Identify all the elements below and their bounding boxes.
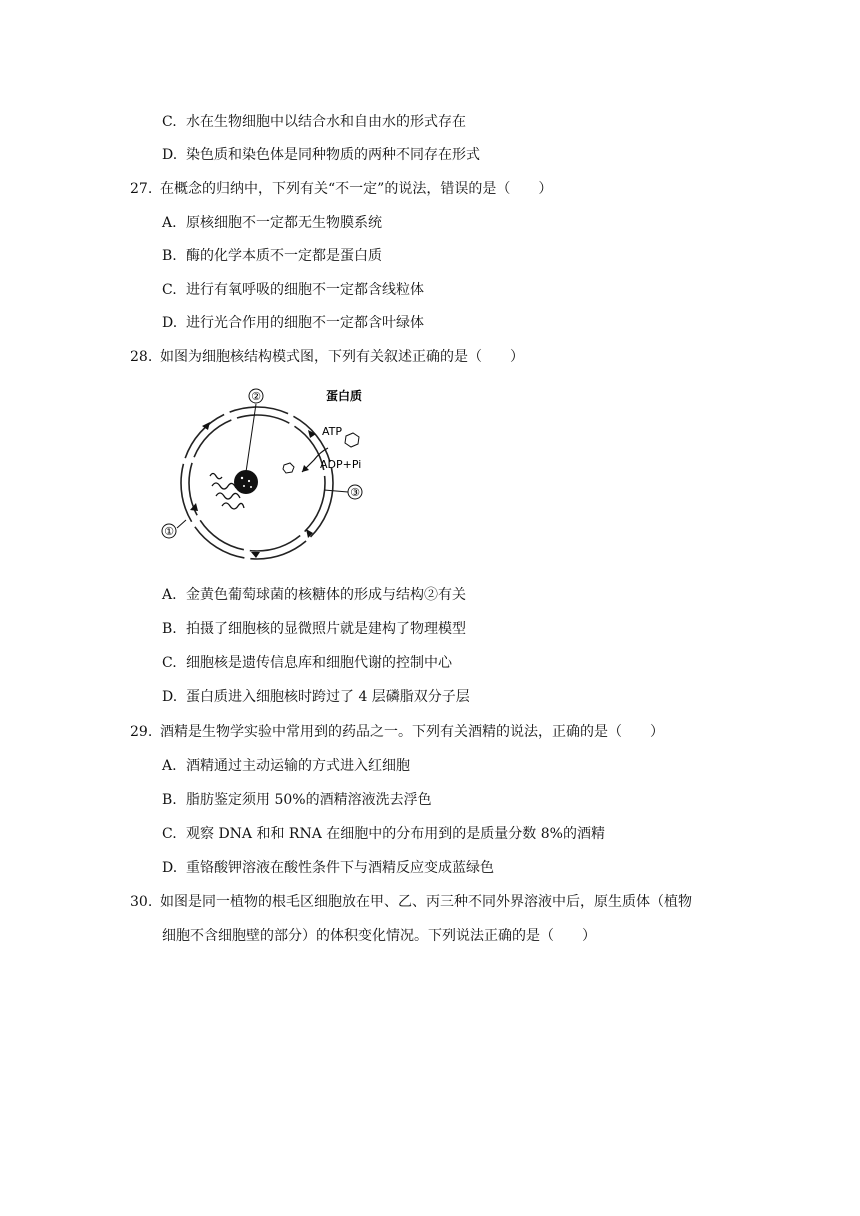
q29-option-c bbox=[162, 824, 605, 844]
q28-option-a bbox=[162, 585, 466, 605]
option-letter: B. bbox=[162, 621, 177, 637]
protein-outside bbox=[345, 433, 359, 447]
leader-line-3 bbox=[324, 490, 348, 492]
q29-stem bbox=[130, 722, 664, 742]
option-text: 进行有氧呼吸的细胞不一定都含线粒体 bbox=[186, 282, 424, 298]
q28-option-c bbox=[162, 653, 452, 673]
q27-option-d bbox=[162, 313, 424, 333]
option-letter: D. bbox=[162, 860, 178, 876]
q26-option-c bbox=[162, 112, 466, 132]
nucleolus bbox=[234, 470, 258, 494]
leader-line-1 bbox=[177, 520, 186, 528]
option-letter: B. bbox=[162, 792, 177, 808]
option-letter: D. bbox=[162, 315, 178, 331]
option-letter: A. bbox=[162, 758, 177, 774]
option-text: 金黄色葡萄球菌的核糖体的形成与结构②有关 bbox=[186, 587, 466, 603]
label-atp: ATP bbox=[322, 425, 343, 438]
q28-option-d bbox=[162, 687, 470, 707]
option-text: 水在生物细胞中以结合水和自由水的形式存在 bbox=[186, 114, 466, 130]
q29-option-d bbox=[162, 858, 494, 878]
q27-option-a bbox=[162, 213, 382, 233]
question-text-line1: 如图是同一植物的根毛区细胞放在甲、乙、丙三种不同外界溶液中后，原生质体（植物 bbox=[160, 894, 692, 910]
option-letter: B. bbox=[162, 248, 177, 264]
q28-option-b bbox=[162, 619, 466, 639]
leader-line-2 bbox=[246, 404, 256, 472]
option-text: 脂肪鉴定须用 50%的酒精溶液洗去浮色 bbox=[186, 792, 432, 808]
question-text: 在概念的归纳中，下列有关“不一定”的说法，错误的是（ ） bbox=[160, 181, 553, 197]
option-text: 细胞核是遗传信息库和细胞代谢的控制中心 bbox=[186, 655, 452, 671]
question-text: 酒精是生物学实验中常用到的药品之一。下列有关酒精的说法，正确的是（ ） bbox=[160, 724, 664, 740]
label-1: ① bbox=[164, 525, 174, 538]
option-text: 酒精通过主动运输的方式进入红细胞 bbox=[186, 758, 410, 774]
option-text: 酶的化学本质不一定都是蛋白质 bbox=[186, 248, 382, 264]
q26-option-d bbox=[162, 145, 480, 165]
question-number: 28. bbox=[130, 349, 153, 365]
q30-stem-continued bbox=[162, 926, 596, 946]
option-text: 原核细胞不一定都无生物膜系统 bbox=[186, 215, 382, 231]
question-number: 29. bbox=[130, 724, 153, 740]
q27-option-c bbox=[162, 280, 424, 300]
q29-option-b bbox=[162, 790, 432, 810]
option-letter: C. bbox=[162, 114, 177, 130]
option-letter: A. bbox=[162, 215, 177, 231]
question-number: 30. bbox=[130, 894, 153, 910]
option-text: 观察 DNA 和和 RNA 在细胞中的分布用到的是质量分数 8%的酒精 bbox=[186, 826, 605, 842]
label-2: ② bbox=[251, 390, 261, 403]
option-letter: A. bbox=[162, 587, 177, 603]
option-letter: C. bbox=[162, 282, 177, 298]
q28-stem bbox=[130, 347, 524, 367]
q29-option-a bbox=[162, 756, 410, 776]
option-letter: D. bbox=[162, 147, 178, 163]
q27-stem bbox=[130, 179, 552, 199]
q27-option-b bbox=[162, 246, 382, 266]
option-text: 重铬酸钾溶液在酸性条件下与酒精反应变成蓝绿色 bbox=[186, 860, 494, 876]
option-letter: D. bbox=[162, 689, 178, 705]
option-text: 进行光合作用的细胞不一定都含叶绿体 bbox=[186, 315, 424, 331]
option-text: 蛋白质进入细胞核时跨过了 4 层磷脂双分子层 bbox=[186, 689, 470, 705]
question-number: 27. bbox=[130, 181, 153, 197]
q30-stem bbox=[130, 892, 692, 912]
question-text: 如图为细胞核结构模式图，下列有关叙述正确的是（ ） bbox=[160, 349, 524, 365]
label-adp-pi: ADP+Pi bbox=[320, 458, 362, 471]
protein-inside bbox=[283, 463, 294, 473]
label-3: ③ bbox=[350, 486, 360, 499]
label-protein: 蛋白质 bbox=[326, 389, 363, 403]
option-letter: C. bbox=[162, 655, 177, 671]
option-text: 染色质和染色体是同种物质的两种不同存在形式 bbox=[186, 147, 480, 163]
option-text: 拍摄了细胞核的显微照片就是建构了物理模型 bbox=[186, 621, 466, 637]
question-text-line2: 细胞不含细胞壁的部分）的体积变化情况。下列说法正确的是（ ） bbox=[162, 928, 596, 944]
option-letter: C. bbox=[162, 826, 177, 842]
nucleus-structure-figure bbox=[150, 378, 400, 568]
